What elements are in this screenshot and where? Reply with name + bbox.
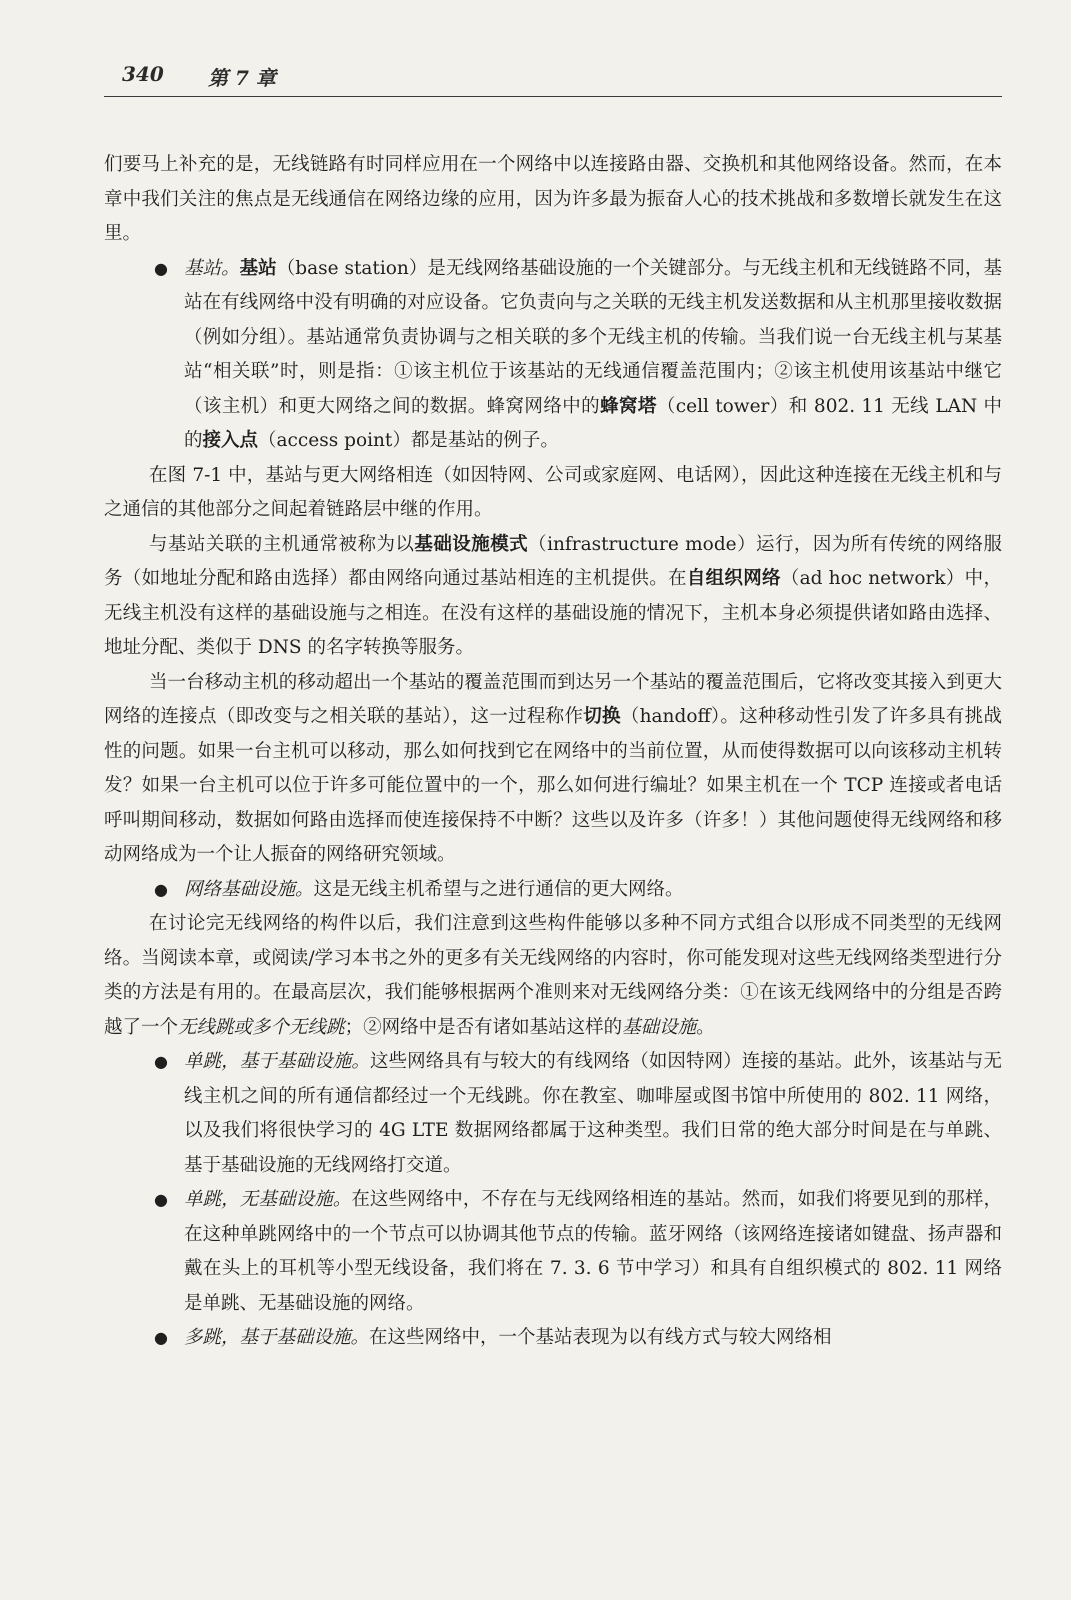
chapter-label: 第 7 章	[208, 66, 276, 90]
paragraph: 们要马上补充的是，无线链路有时同样应用在一个网络中以连接路由器、交换机和其他网络设备。然而，在本章中我们关注的焦点是无线通信在网络边缘的应用，因为许多最为振奋人心的技术挑战和多数增长就发生在这里。	[104, 154, 1002, 244]
bullet-icon: ●	[154, 258, 168, 278]
bullet-item: ● 多跳，基于基础设施。在这些网络中，一个基站表现为以有线方式与较大网络相	[104, 1321, 1002, 1356]
body-text	[104, 148, 1002, 1356]
bullet-icon: ●	[154, 1052, 168, 1071]
header-rule	[104, 96, 1002, 97]
bullet-term: 多跳，基于基础设施。	[184, 1327, 370, 1348]
bullet-item: ● 单跳，无基础设施。在这些网络中，不存在与无线网络相连的基站。然而，如我们将要见到的那样，在这种单跳网络中的一个节点可以协调其他节点的传输。蓝牙网络（该网络连接诸如键盘、扬声器和戴在头上的耳机等小型无线设备，我们将在 7. 3. 6 节中学习）和具有自组织模式的 802. 11 网络是单跳、无基础设施的网络。	[104, 1183, 1002, 1321]
bullet-term: 网络基础设施。	[184, 878, 314, 900]
paragraph: 在图 7-1 中，基站与更大网络相连（如因特网、公司或家庭网、电话网），因此这种连接在无线主机和与之通信的其他部分之间起着链路层中继的作用。	[104, 464, 1002, 520]
bullet-icon: ●	[154, 1190, 168, 1209]
paragraph: 在讨论完无线网络的构件以后，我们注意到这些构件能够以多种不同方式组合以形成不同类型的无线网络。当阅读本章，或阅读/学习本书之外的更多有关无线网络的内容时，你可能发现对这些无线网络类型进行分类的方法是有用的。在最高层次，我们能够根据两个准则来对无线网络分类：①在该无线网络中的分组是否跨越了一个无线跳或多个无线跳；②网络中是否有诸如基站这样的基础设施。	[104, 913, 1002, 1038]
bullet-icon: ●	[154, 879, 168, 899]
paragraph: 与基站关联的主机通常被称为以基础设施模式（infrastructure mode）运行，因为所有传统的网络服务（如地址分配和路由选择）都由网络向通过基站相连的主机提供。在自组织网络（ad hoc network）中，无线主机没有这样的基础设施与之相连。在没有这样的基础设施的情况下，主机本身必须提供诸如路由选择、地址分配、类似于 DNS 的名字转换等服务。	[104, 533, 1002, 658]
bullet-item: ● 网络基础设施。这是无线主机希望与之进行通信的更大网络。	[104, 873, 1002, 908]
bullet-icon: ●	[154, 1328, 168, 1347]
paragraph: 当一台移动主机的移动超出一个基站的覆盖范围而到达另一个基站的覆盖范围后，它将改变其接入到更大网络的连接点（即改变与之相关联的基站），这一过程称作切换（handoff）。这种移动性引发了许多具有挑战性的问题。如果一台主机可以移动，那么如何找到它在网络中的当前位置，从而使得数据可以向该移动主机转发？如果一台主机可以位于许多可能位置中的一个，那么如何进行编址？如果主机在一个 TCP 连接或者电话呼叫期间移动，数据如何路由选择而使连接保持不中断？这些以及许多（许多！）其他问题使得无线网络和移动网络成为一个让人振奋的网络研究领域。	[104, 671, 1002, 865]
page-number: 340	[122, 62, 164, 86]
bullet-term: 单跳，无基础设施。	[184, 1189, 352, 1210]
bullet-term: 基站。	[184, 257, 240, 279]
bullet-item: ● 基站。基站（base station）是无线网络基础设施的一个关键部分。与无线主机和无线链路不同，基站在有线网络中没有明确的对应设备。它负责向与之关联的无线主机发送数据和从主机那里接收数据（例如分组）。基站通常负责协调与之相关联的多个无线主机的传输。当我们说一台无线主机与某基站“相关联”时，则是指：①该主机位于该基站的无线通信覆盖范围内；②该主机使用该基站中继它（该主机）和更大网络之间的数据。蜂窝网络中的蜂窝塔（cell tower）和 802. 11 无线 LAN 中的接入点（access point）都是基站的例子。	[104, 252, 1002, 459]
running-head	[104, 62, 1004, 94]
bullet-item: ● 单跳，基于基础设施。这些网络具有与较大的有线网络（如因特网）连接的基站。此外，该基站与无线主机之间的所有通信都经过一个无线跳。你在教室、咖啡屋或图书馆中所使用的 802. 11 网络，以及我们将很快学习的 4G LTE 数据网络都属于这种类型。我们日常的绝大部分时间是在与单跳、基于基础设施的无线网络打交道。	[104, 1045, 1002, 1183]
bullet-term: 单跳，基于基础设施。	[184, 1051, 370, 1072]
